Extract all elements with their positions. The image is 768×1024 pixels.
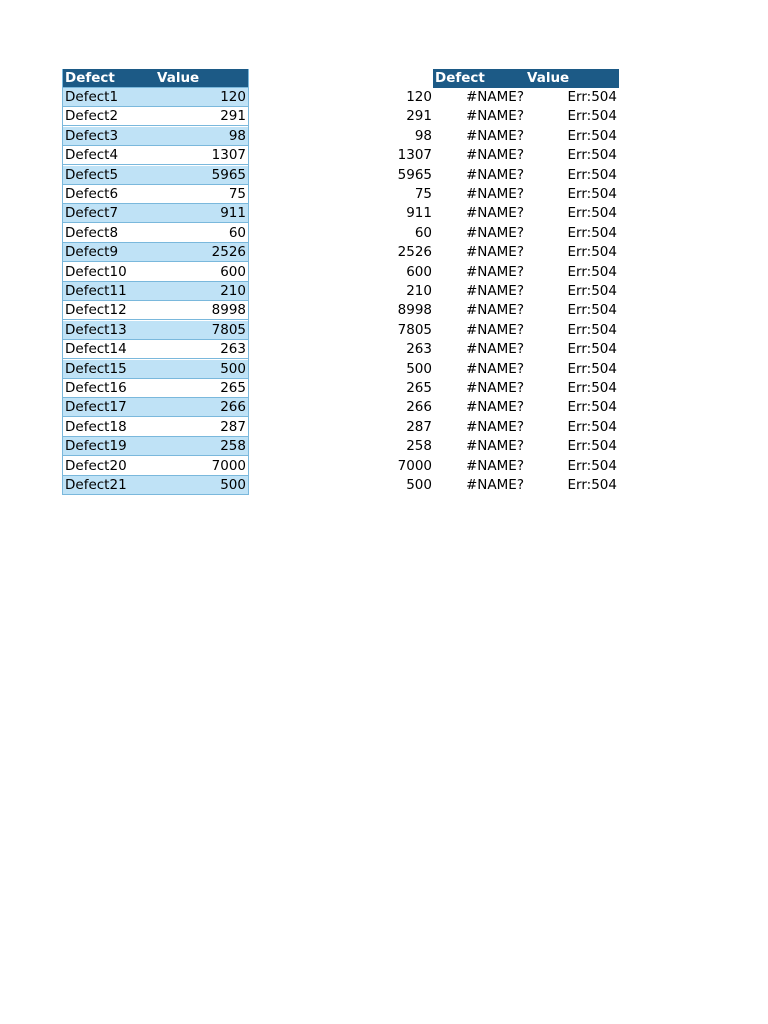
cell-value[interactable]: 75	[228, 186, 246, 202]
cell-value[interactable]: 291	[220, 108, 246, 125]
cell-value[interactable]: 8998	[211, 302, 246, 319]
cell-defect-error[interactable]: #NAME?	[466, 108, 524, 125]
cell-defect-error[interactable]: #NAME?	[466, 244, 524, 261]
cell-defect-error[interactable]: #NAME?	[466, 224, 524, 241]
table-row	[63, 321, 248, 340]
table-row	[63, 204, 248, 223]
cell-value[interactable]: 266	[220, 399, 246, 416]
cell-defect-error[interactable]: #NAME?	[466, 380, 524, 396]
table-row	[63, 243, 248, 262]
cell-value-error[interactable]: Err:504	[567, 166, 617, 183]
cell-defect[interactable]: Defect8	[65, 224, 119, 241]
cell-value[interactable]: 263	[220, 341, 246, 358]
cell-value[interactable]: 7000	[211, 457, 246, 474]
cell-defect[interactable]: Defect11	[65, 283, 127, 299]
header-defect[interactable]: Defect	[65, 70, 115, 86]
cell-number[interactable]: 600	[406, 263, 432, 280]
cell-number[interactable]: 210	[406, 283, 432, 299]
cell-value[interactable]: 120	[220, 89, 246, 105]
cell-value-error[interactable]: Err:504	[567, 283, 617, 299]
cell-value-error[interactable]: Err:504	[567, 360, 617, 377]
table-row	[63, 282, 248, 301]
cell-value-error[interactable]: Err:504	[567, 457, 617, 474]
cell-defect-error[interactable]: #NAME?	[466, 302, 524, 319]
cell-number[interactable]: 2526	[397, 244, 432, 261]
cell-value[interactable]: 600	[220, 263, 246, 280]
table-row	[63, 301, 248, 320]
cell-defect[interactable]: Defect19	[65, 438, 127, 455]
cell-defect-error[interactable]: #NAME?	[466, 321, 524, 338]
cell-number[interactable]: 263	[406, 341, 432, 358]
cell-defect[interactable]: Defect13	[65, 321, 127, 338]
cell-number[interactable]: 911	[406, 205, 432, 222]
table-row	[63, 88, 248, 107]
cell-value[interactable]: 7805	[211, 321, 246, 338]
table-row	[63, 360, 248, 379]
cell-value-error[interactable]: Err:504	[567, 418, 617, 435]
cell-value-error[interactable]: Err:504	[567, 341, 617, 358]
cell-value-error[interactable]: Err:504	[567, 302, 617, 319]
cell-number[interactable]: 500	[406, 477, 432, 493]
table-row	[63, 418, 248, 437]
cell-number[interactable]: 8998	[397, 302, 432, 319]
cell-defect-error[interactable]: #NAME?	[466, 263, 524, 280]
cell-number[interactable]: 7000	[397, 457, 432, 474]
cell-defect-error[interactable]: #NAME?	[466, 166, 524, 183]
cell-value-error[interactable]: Err:504	[567, 263, 617, 280]
cell-value-error[interactable]: Err:504	[567, 380, 617, 396]
cell-defect[interactable]: Defect15	[65, 360, 127, 377]
cell-defect-error[interactable]: #NAME?	[466, 147, 524, 164]
table-row	[63, 398, 248, 417]
cell-value-error[interactable]: Err:504	[567, 477, 617, 493]
table-row	[63, 457, 248, 476]
table-row	[63, 340, 248, 359]
cell-number[interactable]: 1307	[397, 147, 432, 164]
cell-value-error[interactable]: Err:504	[567, 89, 617, 105]
cell-value-error[interactable]: Err:504	[567, 186, 617, 202]
cell-value-error[interactable]: Err:504	[567, 147, 617, 164]
cell-value[interactable]: 287	[220, 418, 246, 435]
table-row	[63, 185, 248, 204]
cell-number[interactable]: 60	[414, 224, 432, 241]
cell-defect-error[interactable]: #NAME?	[466, 477, 524, 493]
table-row	[63, 437, 248, 456]
cell-defect[interactable]: Defect17	[65, 399, 127, 416]
cell-defect[interactable]: Defect7	[65, 205, 119, 222]
cell-defect-error[interactable]: #NAME?	[466, 205, 524, 222]
header-defect[interactable]: Defect	[435, 70, 485, 86]
cell-defect[interactable]: Defect10	[65, 263, 127, 280]
cell-defect[interactable]: Defect5	[65, 166, 119, 183]
cell-number[interactable]: 75	[414, 186, 432, 202]
cell-number[interactable]: 5965	[397, 166, 432, 183]
cell-value[interactable]: 1307	[211, 147, 246, 164]
header-value[interactable]: Value	[157, 70, 200, 86]
defect-table-left	[62, 69, 249, 495]
cell-defect-error[interactable]: #NAME?	[466, 341, 524, 358]
table-row	[63, 107, 248, 126]
cell-number[interactable]: 120	[406, 89, 432, 105]
cell-defect[interactable]: Defect21	[65, 477, 127, 493]
result-table-header	[433, 69, 619, 88]
cell-defect[interactable]: Defect9	[65, 244, 119, 261]
table-header-row	[63, 69, 248, 88]
cell-value[interactable]: 2526	[211, 244, 246, 261]
cell-value[interactable]: 258	[220, 438, 246, 455]
cell-defect-error[interactable]: #NAME?	[466, 457, 524, 474]
cell-number[interactable]: 7805	[397, 321, 432, 338]
cell-defect[interactable]: Defect2	[65, 108, 119, 125]
cell-value[interactable]: 60	[228, 224, 246, 241]
table-row	[63, 476, 248, 495]
cell-defect[interactable]: Defect20	[65, 457, 127, 474]
cell-defect-error[interactable]: #NAME?	[466, 127, 524, 144]
table-row	[63, 379, 248, 398]
cell-value-error[interactable]: Err:504	[567, 399, 617, 416]
cell-defect[interactable]: Defect18	[65, 418, 127, 435]
cell-defect-error[interactable]: #NAME?	[466, 89, 524, 105]
header-value[interactable]: Value	[527, 70, 570, 86]
table-row	[63, 146, 248, 165]
table-row	[63, 166, 248, 185]
cell-value-error[interactable]: Err:504	[567, 244, 617, 261]
table-row	[63, 127, 248, 146]
table-row	[63, 224, 248, 243]
cell-value[interactable]: 5965	[211, 166, 246, 183]
cell-value-error[interactable]: Err:504	[567, 321, 617, 338]
cell-defect-error[interactable]: #NAME?	[466, 186, 524, 202]
cell-defect-error[interactable]: #NAME?	[466, 283, 524, 299]
cell-value[interactable]: 500	[220, 360, 246, 377]
cell-number[interactable]: 287	[406, 418, 432, 435]
cell-value[interactable]: 265	[220, 380, 246, 396]
cell-defect[interactable]: Defect14	[65, 341, 127, 358]
cell-value[interactable]: 911	[220, 205, 246, 222]
cell-number[interactable]: 98	[414, 127, 432, 144]
cell-value-error[interactable]: Err:504	[567, 224, 617, 241]
cell-value[interactable]: 500	[220, 477, 246, 493]
cell-defect[interactable]: Defect12	[65, 302, 127, 319]
cell-defect[interactable]: Defect6	[65, 186, 119, 202]
cell-value[interactable]: 98	[228, 127, 246, 144]
cell-value-error[interactable]: Err:504	[567, 205, 617, 222]
cell-value-error[interactable]: Err:504	[567, 127, 617, 144]
cell-defect[interactable]: Defect4	[65, 147, 119, 164]
cell-number[interactable]: 265	[406, 380, 432, 396]
cell-defect-error[interactable]: #NAME?	[466, 438, 524, 455]
cell-defect-error[interactable]: #NAME?	[466, 418, 524, 435]
cell-number[interactable]: 291	[406, 108, 432, 125]
cell-value[interactable]: 210	[220, 283, 246, 299]
table-row	[63, 263, 248, 282]
cell-value-error[interactable]: Err:504	[567, 108, 617, 125]
cell-defect-error[interactable]: #NAME?	[466, 360, 524, 377]
cell-defect-error[interactable]: #NAME?	[466, 399, 524, 416]
cell-defect[interactable]: Defect1	[65, 89, 119, 105]
cell-defect[interactable]: Defect3	[65, 127, 119, 144]
cell-number[interactable]: 500	[406, 360, 432, 377]
cell-number[interactable]: 266	[406, 399, 432, 416]
cell-value-error[interactable]: Err:504	[567, 438, 617, 455]
cell-defect[interactable]: Defect16	[65, 380, 127, 396]
cell-number[interactable]: 258	[406, 438, 432, 455]
